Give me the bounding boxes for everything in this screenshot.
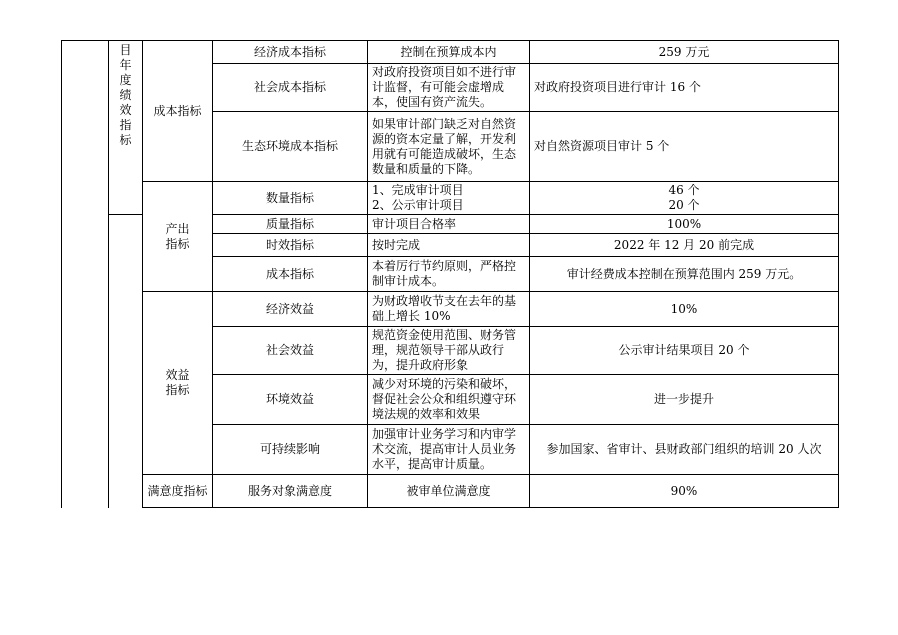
indicator-content: 为财政增收节支在去年的基础上增长 10% xyxy=(368,292,530,327)
indicator-content: 控制在预算成本内 xyxy=(368,41,530,64)
section-label-continuation xyxy=(109,215,143,234)
indicator-name: 生态环境成本指标 xyxy=(213,112,368,182)
indicator-value: 对政府投资项目进行审计 16 个 xyxy=(530,64,839,112)
group-satisfaction: 满意度指标 xyxy=(143,475,213,508)
indicator-name: 时效指标 xyxy=(213,234,368,257)
group-cost: 成本指标 xyxy=(143,41,213,182)
indicator-value: 参加国家、省审计、县财政部门组织的培训 20 人次 xyxy=(530,425,839,475)
indicator-value: 2022 年 12 月 20 前完成 xyxy=(530,234,839,257)
indicator-name: 服务对象满意度 xyxy=(213,475,368,508)
indicator-content: 审计项目合格率 xyxy=(368,215,530,234)
section-label: 目 年 度 绩 效 指 标 xyxy=(109,41,143,215)
group-benefit: 效益 指标 xyxy=(143,292,213,475)
indicator-name: 社会成本指标 xyxy=(213,64,368,112)
indicator-value: 审计经费成本控制在预算范围内 259 万元。 xyxy=(530,257,839,292)
indicator-content: 按时完成 xyxy=(368,234,530,257)
indicator-value: 进一步提升 xyxy=(530,375,839,425)
indicator-value: 46 个 20 个 xyxy=(530,182,839,215)
group-output: 产出 指标 xyxy=(143,182,213,292)
outer-blank-column xyxy=(62,41,109,508)
table-row xyxy=(62,475,839,508)
indicator-value: 对自然资源项目审计 5 个 xyxy=(530,112,839,182)
indicator-name: 社会效益 xyxy=(213,327,368,375)
indicator-value: 259 万元 xyxy=(530,41,839,64)
indicator-name: 环境效益 xyxy=(213,375,368,425)
section-label-continuation xyxy=(109,292,143,508)
table-row xyxy=(62,41,839,64)
section-label-continuation xyxy=(109,257,143,292)
performance-indicator-table xyxy=(61,40,839,508)
table-row xyxy=(62,182,839,215)
indicator-value: 90% xyxy=(530,475,839,508)
section-label-continuation xyxy=(109,234,143,257)
indicator-content: 规范资金使用范围、财务管理，规范领导干部从政行为，提升政府形象 xyxy=(368,327,530,375)
indicator-content: 加强审计业务学习和内审学术交流，提高审计人员业务水平，提高审计质量。 xyxy=(368,425,530,475)
table-row xyxy=(62,292,839,327)
indicator-value: 100% xyxy=(530,215,839,234)
indicator-name: 质量指标 xyxy=(213,215,368,234)
indicator-name: 经济效益 xyxy=(213,292,368,327)
indicator-content: 减少对环境的污染和破坏，督促社会公众和组织遵守环境法规的效率和效果 xyxy=(368,375,530,425)
indicator-name: 数量指标 xyxy=(213,182,368,215)
indicator-name: 经济成本指标 xyxy=(213,41,368,64)
indicator-name: 可持续影响 xyxy=(213,425,368,475)
indicator-name: 成本指标 xyxy=(213,257,368,292)
indicator-value: 10% xyxy=(530,292,839,327)
indicator-content: 如果审计部门缺乏对自然资源的资本定量了解，开发利用就有可能造成破坏，生态数量和质量的下降。 xyxy=(368,112,530,182)
indicator-content: 被审单位满意度 xyxy=(368,475,530,508)
indicator-value: 公示审计结果项目 20 个 xyxy=(530,327,839,375)
indicator-content: 对政府投资项目如不进行审计监督，有可能会虚增成本，使国有资产流失。 xyxy=(368,64,530,112)
indicator-content: 本着厉行节约原则，严格控制审计成本。 xyxy=(368,257,530,292)
indicator-content: 1、完成审计项目 2、公示审计项目 xyxy=(368,182,530,215)
